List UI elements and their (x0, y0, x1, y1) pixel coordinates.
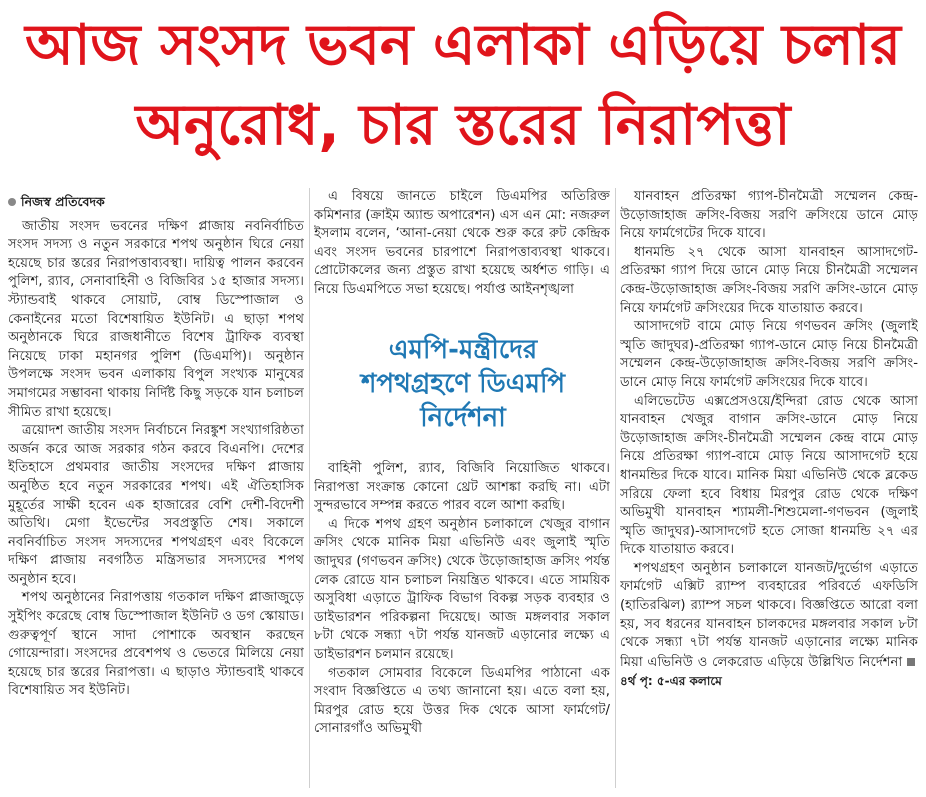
article-column-2-bottom (314, 460, 610, 790)
subheadline-line-1: এমপি-মন্ত্রীদের (388, 335, 538, 365)
subheadline-line-3: নির্দেশনা (420, 403, 506, 433)
paragraph: ত্রয়োদশ জাতীয় সংসদ নির্বাচনে নিরঙ্কুশ সংখ্যাগরিষ্ঠতা অর্জন করে আজ সরকার গঠন করবে বিএনপি। দেশের ইতিহাসে প্রথমবার জাতীয় সংসদের দক্ষিণ প্লাজায় অনুষ্ঠিত হবে নতুন সরকারের শপথ। এই ঐতিহাসিক মুহূর্তের সাক্ষী হবেন এক হাজারের বেশি দেশী-বিদেশী অতিথি। মেগা ইভেন্টের সবপ্রস্তুতি শেষ। সকালে নবনির্বাচিত সংসদ সদস্যদের শপথগ্রহণ এবং বিকেলে দক্ষিণ প্লাজায় নবগঠিত মন্ত্রিসভার সদস্যদের শপথ অনুষ্ঠান হবে। (8, 423, 304, 587)
headline-line-2: অনুরোধ, চার স্তরের নিরাপত্তা (135, 93, 791, 158)
paragraph-text: শপথগ্রহণ অনুষ্ঠান চলাকালে যানজট/দুর্ভোগ এড়াতে ফার্মগেট এক্সিট র‍্যাম্প ব্যবহারের পরিবর্তে এফডিসি (হাতিরঝিল) র‍্যাম্প সচল থাকবে। বিজ্ঞপ্তিতে আরো বলা হয়, সব ধরনের যানবাহন চালকদের মঙ্গলবার সকাল ৮টা থেকে সন্ধ্যা ৭টা পর্যন্ত যানজট এড়ানোর লক্ষ্যে মানিক মিয়া এভিনিউ ও লেকরোড এড়িয়ে উল্লিখিত নির্দেশনা (620, 560, 918, 670)
paragraph: গতকাল সোমবার বিকেলে ডিএমপির পাঠানো এক সংবাদ বিজ্ঞপ্তিতে এ তথ্য জানানো হয়। এতে বলা হয়, মিরপুর রোড হয়ে উত্তর দিক থেকে আসা ফার্মগেট/সোনারগাঁও অভিমুখী (314, 665, 610, 737)
paragraph: যানবাহন প্রতিরক্ষা গ্যাপ-চীনমৈত্রী সম্মেলন কেন্দ্র-উড়োজাহাজ ক্রসিং-বিজয় সরণি ক্রসিংয়ে ডানে মোড় নিয়ে ফার্মগেটের দিকে যাবে। (620, 189, 918, 242)
subheadline (318, 333, 608, 435)
paragraph: ধানমন্ডি ২৭ থেকে আসা যানবাহন আসাদগেট-প্রতিরক্ষা গ্যাপ দিয়ে ডানে মোড় নিয়ে চীনমৈত্রী সম্মেলন কেন্দ্র-উড়োজাহাজ ক্রসিং-বিজয় সরণি ক্রসিং-ডানে মোড় নিয়ে ফার্মগেট ক্রসিংয়ের দিকে যাতায়াত করবে। (620, 244, 918, 316)
headline (0, 6, 926, 166)
continuation-text: ৪র্থ পৃ: ৫-এর কলামে (620, 674, 722, 689)
paragraph: এলিভেটেড এক্সপ্রেসওয়ে/ইন্দিরা রোড থেকে আসা যানবাহন খেজুর বাগান ক্রসিং-ডানে মোড় নিয়ে উড়োজাহাজ ক্রসিং-চীনমৈত্রী সম্মেলন কেন্দ্র বামে মোড় নিয়ে প্রতিরক্ষা গ্যাপ-বামে মোড় নিয়ে আসাদগেট হয়ে ধানমন্ডির দিকে যাবে। মানিক মিয়া এভিনিউ থেকে ব্লকেড সরিয়ে ফেলা হবে বিধায় মিরপুর রোড থেকে দক্ষিণ অভিমুখী যানবাহন শ্যামলী-শিশুমেলা-গণভবন (জুলাই স্মৃতি জাদুঘর)-আসাদগেট হতে সোজা ধানমন্ডি ২৭ এর দিকে যাতায়াত করবে। (620, 393, 918, 558)
square-bullet-icon (907, 658, 915, 666)
paragraph: এ বিষয়ে জানতে চাইলে ডিএমপির অতিরিক্ত কমিশনার (ক্রাইম অ্যান্ড অপারেশন) এস এন মো: নজরুল ইসলাম বলেন, ‘আনা-নেয়া থেকে শুরু করে রুট কেন্দ্রিক এবং সংসদ ভবনের চারপাশে নিরাপত্তাব্যবস্থা থাকবে। প্রোটোকলের জন্য প্রস্তুত রাখা হয়েছে অর্ধশত গাড়ি। এ নিয়ে ডিএমপিতে সভা হয়েছে। পর্যাপ্ত আইনশৃঙ্খলা (314, 189, 610, 297)
headline-line-1: আজ সংসদ ভবন এলাকা এড়িয়ে চলার (25, 13, 901, 78)
paragraph: জাতীয় সংসদ ভবনের দক্ষিণ প্লাজায় নবনির্বাচিত সংসদ সদস্য ও নতুন সরকারে শপথ অনুষ্ঠান ঘিরে নেয়া হয়েছে চার স্তরের নিরাপত্তাব্যবস্থা। দায়িত্ব পালন করবেন পুলিশ, র‍্যাব, সেনাবাহিনী ও বিজিবির ১৫ হাজার সদস্য। স্ট্যান্ডবাই থাকবে সোয়াট, বোম্ব ডিস্পোজাল ও কেনাইনের মতো বিশেষায়িত ইউনিট। এ ছাড়া শপথ অনুষ্ঠানকে ঘিরে রাজধানীতে বিশেষ ট্রাফিক ব্যবস্থা নিয়েছে ঢাকা মহানগর পুলিশ (ডিএমপি)। অনুষ্ঠান উপলক্ষে সংসদ ভবন এলাকায় বিপুল সংখ্যক মানুষের সমাগমের সম্ভাবনা থাকায় নির্দিষ্ট কিছু সড়কে যান চলাচল সীমিত রাখা হয়েছে। (8, 218, 304, 420)
byline (8, 193, 304, 212)
paragraph: শপথ অনুষ্ঠানের নিরাপত্তায় গতকাল দক্ষিণ প্লাজাজুড়ে সুইপিং করেছে বোম্ব ডিস্পোজাল ইউনিট ও ডগ স্কোয়াড। গুরুত্বপূর্ণ স্থানে সাদা পোশাকে অবস্থান করছেন গোয়েন্দারা। সংসদের প্রবেশপথ ও ভেতরে মিলিয়ে নেয়া হয়েছে চার স্তরের নিরাপত্তা। এ ছাড়াও স্ট্যান্ডবাই থাকবে বিশেষায়িত সব ইউনিট। (8, 590, 304, 699)
paragraph (620, 560, 918, 692)
paragraph: আসাদগেট বামে মোড় নিয়ে গণভবন ক্রসিং (জুলাই স্মৃতি জাদুঘর)-প্রতিরক্ষা গ্যাপ-ডানে মোড় নিয়ে চীনমৈত্রী সম্মেলন কেন্দ্র-উড়োজাহাজ ক্রসিং-বিজয় সরণি ক্রসিং-ডানে মোড় নিয়ে ফার্মগেট ক্রসিংয়ের দিকে যাবে। (620, 319, 918, 390)
article-column-3 (620, 188, 918, 789)
paragraph: এ দিকে শপথ গ্রহণ অনুষ্ঠান চলাকালে খেজুর বাগান ক্রসিং থেকে মানিক মিয়া এভিনিউ এবং জুলাই স্মৃতি জাদুঘর (গণভবন ক্রসিং) থেকে উড়োজাহাজ ক্রসিং পর্যন্ত লেক রোডে যান চলাচল নিয়ন্ত্রিত থাকবে। এতে সাময়িক অসুবিধা এড়াতে ট্রাফিক বিভাগ বিকল্প সড়ক ব্যবহার ও ডাইভারশন পরিকল্পনা দিয়েছে। আজ মঙ্গলবার সকাল ৮টা থেকে সন্ধ্যা ৭টা পর্যন্ত যানজট এড়ানোর লক্ষ্যে এ ডাইভারশন চলমান রয়েছে। (314, 516, 610, 662)
byline-text: নিজস্ব প্রতিবেদক (21, 194, 105, 209)
bullet-dot-icon (8, 198, 16, 206)
paragraph: বাহিনী পুলিশ, র‍্যাব, বিজিবি নিয়োজিত থাকবে। নিরাপত্তা সংক্রান্ত কোনো থ্রেট আশঙ্কা করছি না। এটা সুন্দরভাবে সম্পন্ন করতে পারব বলে আশা করছি। (314, 461, 610, 514)
article-column-1 (8, 193, 304, 789)
column-divider (309, 188, 310, 788)
column-divider (615, 188, 616, 788)
subheadline-line-2: শপথগ্রহণে ডিএমপি (360, 369, 566, 399)
